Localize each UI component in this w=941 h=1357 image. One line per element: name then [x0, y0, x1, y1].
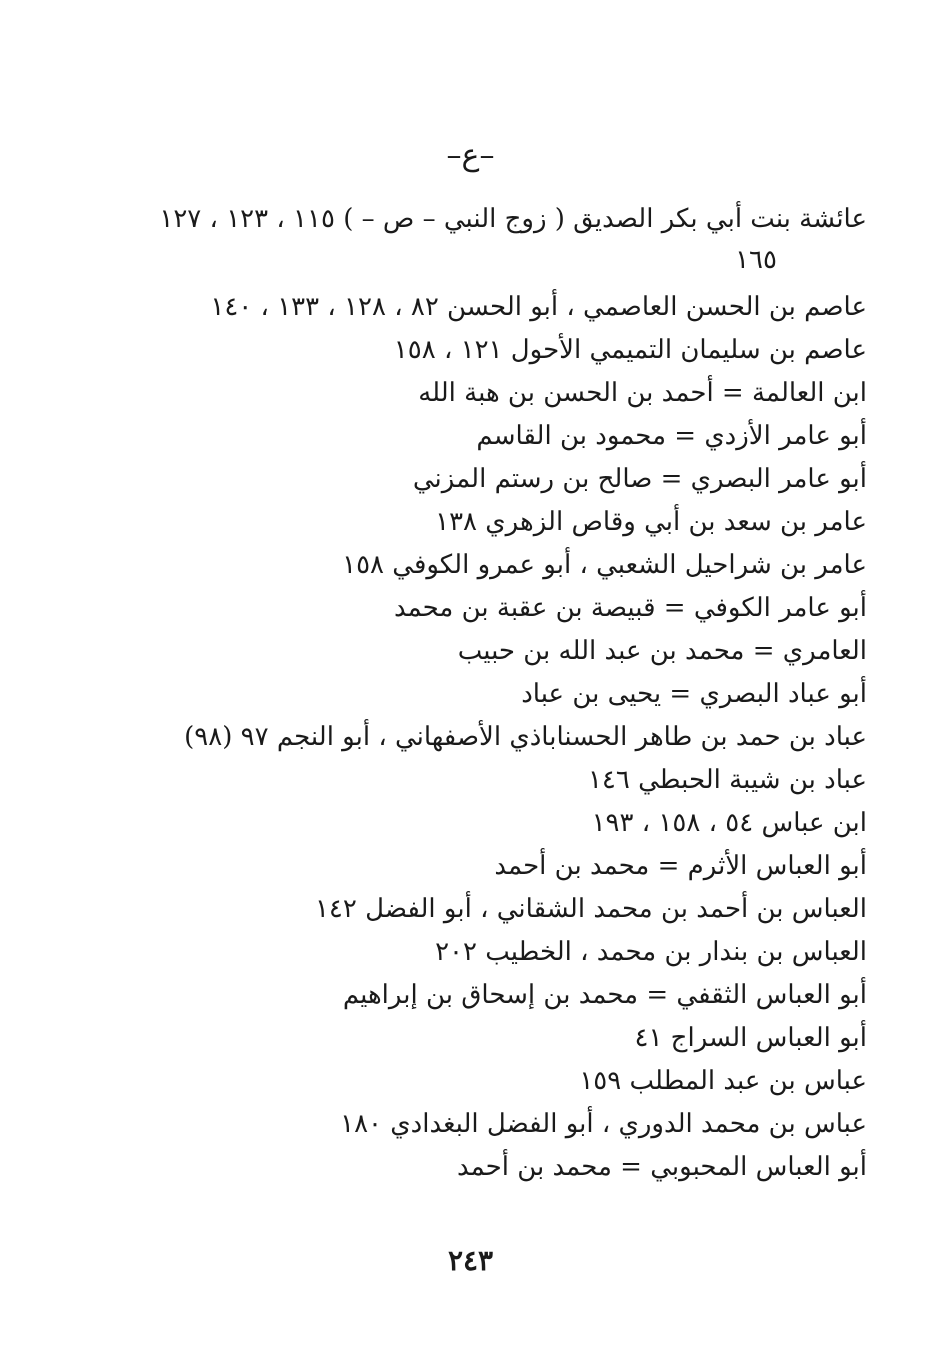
index-entry: عامر بن سعد بن أبي وقاص الزهري ١٣٨ [435, 507, 867, 537]
index-entry: عباس بن محمد الدوري ، أبو الفضل البغدادي ١٨٠ [340, 1109, 867, 1139]
index-entry: عاصم بن سليمان التميمي الأحول ١٢١ ، ١٥٨ [393, 335, 867, 365]
index-entry: عباس بن عبد المطلب ١٥٩ [579, 1066, 867, 1096]
index-entry: أبو العباس السراج ٤١ [634, 1023, 867, 1053]
index-entry: أبو عامر الكوفي = قبيصة بن عقبة بن محمد [393, 593, 867, 623]
index-entry: أبو العباس الثقفي = محمد بن إسحاق بن إبراهيم [342, 980, 867, 1010]
index-entry: عاصم بن الحسن العاصمي ، أبو الحسن ٨٢ ، ١٢٨ ، ١٣٣ ، ١٤٠ [210, 292, 867, 322]
index-entry-continuation: ١٦٥ [735, 245, 777, 275]
index-entry: أبو عباد البصري = يحيى بن عباد [521, 679, 867, 709]
index-entry: عائشة بنت أبي بكر الصديق ( زوج النبي – ص – ) ١١٥ ، ١٢٣ ، ١٢٧ [159, 204, 867, 234]
index-entry: عباد بن شيبة الحبطي ١٤٦ [587, 765, 867, 795]
page-number: ٢٤٣ [447, 1244, 494, 1277]
index-entry: عباد بن حمد بن طاهر الحسناباذي الأصفهاني ، أبو النجم ٩٧ (٩٨) [184, 722, 867, 752]
index-entry: أبو عامر البصري = صالح بن رستم المزني [412, 464, 867, 494]
index-entry: العباس بن أحمد بن محمد الشقاني ، أبو الفضل ١٤٢ [314, 894, 867, 924]
index-entry-list [67, 198, 867, 1189]
index-entry: ابن العالمة = أحمد بن الحسن بن هبة الله [418, 378, 867, 408]
index-entry: أبو عامر الأزدي = محمود بن القاسم [476, 421, 867, 451]
index-entry: ابن عباس ٥٤ ، ١٥٨ ، ١٩٣ [591, 808, 867, 838]
index-entry: العامري = محمد بن عبد الله بن حبيب [457, 636, 867, 666]
index-entry: أبو العباس الأثرم = محمد بن أحمد [494, 851, 867, 881]
index-entry: العباس بن بندار بن محمد ، الخطيب ٢٠٢ [435, 937, 867, 967]
section-letter-header: –ع– [446, 138, 495, 173]
index-entry: عامر بن شراحيل الشعبي ، أبو عمرو الكوفي ١٥٨ [342, 550, 867, 580]
index-entry: أبو العباس المحبوبي = محمد بن أحمد [457, 1152, 867, 1182]
